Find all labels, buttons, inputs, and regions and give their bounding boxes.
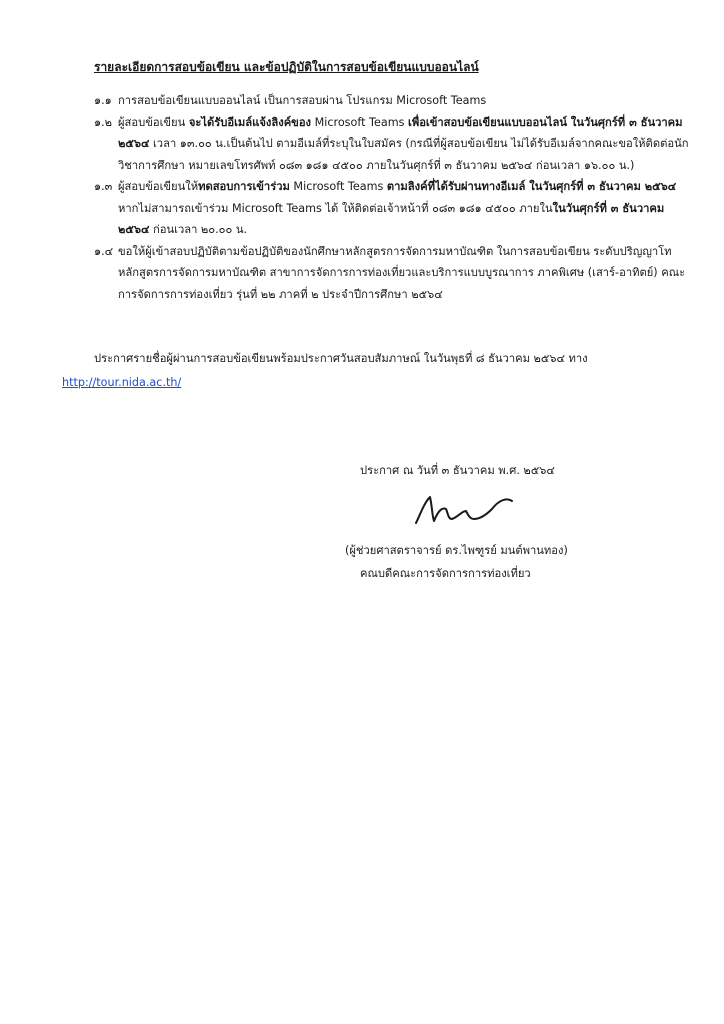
emphasized-text: ในวันศุกร์ที่ ๓ ธันวาคม ๒๕๖๔ [118, 201, 665, 236]
handwritten-signature [410, 489, 520, 529]
list-item [94, 176, 694, 241]
list-item [94, 112, 694, 177]
list-item-number: ๑.๔ [94, 244, 114, 258]
instruction-list [94, 90, 694, 305]
list-item-text [118, 241, 694, 306]
list-item [94, 90, 694, 112]
text-segment: หากไม่สามารถเข้าร่วม Microsoft Teams ได้ ให้ติดต่อเจ้าหน้าที่ ๐๘๓ ๑๘๑ ๔๕๐๐ ภายใน [118, 201, 553, 215]
emphasized-text: ตามลิงค์ที่ได้รับผ่านทางอีเมล์ ในวันศุกร์ที่ ๓ ธันวาคม ๒๕๖๔ [386, 180, 677, 193]
list-item-text [118, 112, 694, 177]
emphasized-text: ทดสอบการเข้าร่วม [198, 180, 290, 193]
text-segment: ผู้สอบข้อเขียน [118, 115, 189, 129]
signer-name: (ผู้ช่วยศาสตราจารย์ ดร.ไพฑูรย์ มนต์พานทอง) [345, 544, 568, 557]
emphasized-text: จะได้รับอีเมล์แจ้งลิงค์ของ [188, 115, 312, 129]
signer-title: คณบดีคณะการจัดการการท่องเที่ยว [360, 567, 531, 580]
text-segment: ขอให้ผู้เข้าสอบปฏิบัติตามข้อปฏิบัติของนักศึกษาหลักสูตรการจัดการมหาบัณฑิต ในการสอบข้อเขียน ระดับปริญญาโท หลักสูตรการจัดการมหาบัณฑิต สาขาการจัดการการท่องเที่ยวและบริการแบบบูรณาการ ภาคพิเศษ (เสาร์-อาทิตย์) คณะการจัดการการท่องเที่ยว รุ่นที่ ๒๒ ภาคที่ ๒ ประจำปีการศึกษา ๒๕๖๔ [118, 244, 686, 301]
announcement-text: ประกาศรายชื่อผู้ผ่านการสอบข้อเขียนพร้อมประกาศวันสอบสัมภาษณ์ ในวันพุธที่ ๘ ธันวาคม ๒๕๖๔ ทาง [94, 352, 588, 365]
announcement-date: ประกาศ ณ วันที่ ๓ ธันวาคม พ.ศ. ๒๕๖๔ [360, 464, 555, 477]
text-segment: เวลา ๑๓.๐๐ น.เป็นต้นไป ตามอีเมล์ที่ระบุในใบสมัคร (กรณีที่ผู้สอบข้อเขียน ไม่ได้รับอีเมล์จากคณะขอให้ติดต่อนักวิชาการศึกษา หมายเลขโทรศัพท์ ๐๘๓ ๑๘๑ ๔๕๐๐ ภายในวันศุกร์ที่ ๓ ธันวาคม ๒๕๖๔ ก่อนเวลา ๑๖.๐๐ น.) [118, 137, 689, 172]
text-segment: Microsoft Teams [289, 180, 387, 193]
emphasized-text: เพื่อเข้าสอบข้อเขียนแบบออนไลน์ ในวันศุกร์ที่ ๓ ธันวาคม ๒๕๖๔ [118, 115, 683, 150]
text-segment: ผู้สอบข้อเขียนให้ [118, 180, 199, 193]
website-link[interactable]: http://tour.nida.ac.th/ [62, 376, 182, 389]
text-segment: Microsoft Teams [311, 115, 408, 129]
list-item-text [118, 176, 694, 241]
list-item-number: ๑.๑ [94, 94, 112, 107]
list-item-text [118, 90, 694, 112]
announcement-paragraph [62, 347, 690, 395]
page-heading: รายละเอียดการสอบข้อเขียน และข้อปฏิบัติในการสอบข้อเขียนแบบออนไลน์ [94, 60, 479, 74]
list-item-number: ๑.๒ [94, 115, 113, 129]
text-segment: ก่อนเวลา ๒๐.๐๐ น. [149, 223, 248, 236]
list-item [94, 241, 694, 306]
list-item-number: ๑.๓ [94, 180, 113, 193]
text-segment: การสอบข้อเขียนแบบออนไลน์ เป็นการสอบผ่าน โปรแกรม Microsoft Teams [118, 94, 487, 107]
